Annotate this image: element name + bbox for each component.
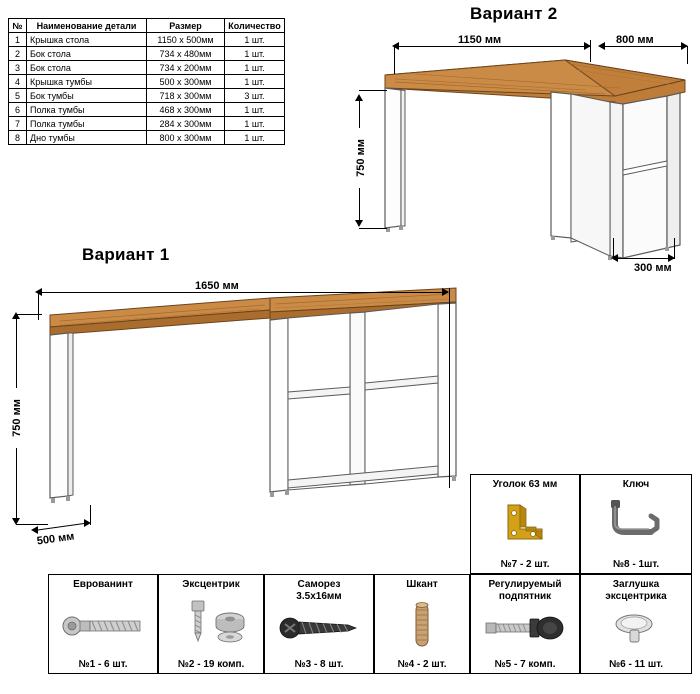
hardware-box-euro-screw: [48, 574, 158, 674]
v1-width-ext-left: [38, 292, 39, 320]
cell-part-name: Бок стола: [27, 61, 147, 75]
v2-height-arrow-up: [355, 94, 363, 101]
table-row: [9, 103, 285, 117]
header-size: Размер: [147, 19, 225, 33]
table-row: [9, 47, 285, 61]
hardware-title: Уголок 63 мм: [492, 479, 558, 490]
v1-width-label: 1650 мм: [192, 280, 242, 292]
v2-width-ext-left: [394, 46, 395, 74]
cell-quantity: 1 шт.: [225, 47, 285, 61]
cell-size: 468 х 300мм: [147, 103, 225, 117]
hardware-title: Еврованинт: [73, 579, 133, 590]
table-row: [9, 33, 285, 47]
v2-width-ext-right: [590, 40, 591, 62]
v2-height-arrow-down: [355, 220, 363, 227]
cell-part-name: Крышка тумбы: [27, 75, 147, 89]
v2-side-ext-right: [674, 238, 675, 258]
cell-number: 6: [9, 103, 27, 117]
hardware-qty: №7 - 2 шт.: [500, 559, 550, 570]
cell-part-name: Крышка стола: [27, 33, 147, 47]
cell-quantity: 1 шт.: [225, 117, 285, 131]
variant2-svg: [355, 30, 695, 275]
variant2-title: Вариант 2: [470, 4, 558, 23]
table-row: [9, 75, 285, 89]
v1-height-label: 750 мм: [11, 388, 23, 448]
hardware-qty: №6 - 11 шт.: [608, 659, 664, 670]
cell-quantity: 1 шт.: [225, 131, 285, 145]
hardware-title: Эксцентрик: [182, 579, 240, 590]
cell-part-name: Бок стола: [27, 47, 147, 61]
hardware-box-hex-key: [580, 474, 692, 574]
cell-size: 734 х 200мм: [147, 61, 225, 75]
table-header-row: [9, 19, 285, 33]
cell-quantity: 1 шт.: [225, 75, 285, 89]
hardware-box-adjustable-foot: [470, 574, 580, 674]
variant1-svg: [20, 280, 480, 530]
cell-number: 7: [9, 117, 27, 131]
hardware-title: Шкант: [406, 579, 438, 590]
variant1-drawing: [20, 280, 480, 530]
cell-quantity: 1 шт.: [225, 33, 285, 47]
hex-key-icon: [581, 497, 691, 547]
cell-number: 8: [9, 131, 27, 145]
v1-depth-ext-right: [90, 505, 91, 525]
header-quantity: Количество: [225, 19, 285, 33]
cell-number: 3: [9, 61, 27, 75]
v2-side-ext-left: [613, 238, 614, 258]
header-part-name: Наименование детали: [27, 19, 147, 33]
cell-quantity: 1 шт.: [225, 103, 285, 117]
cam-lock-icon: [159, 597, 263, 649]
v1-height-ext-bottom: [16, 524, 48, 525]
hardware-title-line2: эксцентрика: [605, 591, 667, 602]
variant1-title: Вариант 1: [82, 245, 170, 264]
cam-cover-cap-icon: [581, 611, 691, 645]
v2-depth-label: 800 мм: [613, 34, 657, 46]
adjustable-foot-icon: [471, 611, 579, 645]
table-row: [9, 61, 285, 75]
cell-size: 284 х 300мм: [147, 117, 225, 131]
v2-depth-arrow-left: [598, 42, 605, 50]
hardware-box-corner-bracket: [470, 474, 580, 574]
v1-width-arrow-right: [442, 288, 449, 296]
table-row: [9, 131, 285, 145]
hardware-qty: №2 - 19 комп.: [177, 659, 245, 670]
hardware-title-line1: Регулируемый: [488, 579, 562, 590]
cell-size: 1150 x 500мм: [147, 33, 225, 47]
cell-number: 4: [9, 75, 27, 89]
parts-table: [8, 18, 285, 145]
v2-side-label: 300 мм: [631, 262, 675, 274]
hardware-title-line1: Заглушка: [612, 579, 660, 590]
v2-depth-dim-line: [600, 46, 688, 47]
hardware-qty: №1 - 6 шт.: [78, 659, 128, 670]
cell-part-name: Полка тумбы: [27, 103, 147, 117]
hardware-box-cam-cover-cap: [580, 574, 692, 674]
cell-number: 1: [9, 33, 27, 47]
cell-size: 734 х 480мм: [147, 47, 225, 61]
hardware-box-dowel: [374, 574, 470, 674]
cell-part-name: Дно тумбы: [27, 131, 147, 145]
cell-quantity: 3 шт.: [225, 89, 285, 103]
v1-width-ext-right: [449, 288, 450, 488]
v2-width-dim-line: [394, 46, 591, 47]
hardware-box-cam-lock: [158, 574, 264, 674]
header-number: №: [9, 19, 27, 33]
table-row: [9, 117, 285, 131]
hardware-qty-dowel: №4 - 2 шт.: [397, 659, 447, 670]
v2-depth-ext-right: [687, 46, 688, 64]
cell-size: 800 х 300мм: [147, 131, 225, 145]
hardware-title-line2: подпятник: [498, 591, 552, 602]
v1-depth-arrow-left: [31, 526, 38, 534]
cell-number: 2: [9, 47, 27, 61]
v2-width-label: 1150 мм: [455, 34, 504, 46]
hardware-qty: №5 - 7 комп.: [494, 659, 556, 670]
hardware-box-self-tapping-screw: [264, 574, 374, 674]
cell-quantity: 1 шт.: [225, 61, 285, 75]
dowel-icon: [375, 603, 469, 647]
v2-height-ext-top: [359, 90, 387, 91]
cell-size: 718 х 300мм: [147, 89, 225, 103]
v1-height-ext-top: [16, 314, 42, 315]
self-tapping-screw-icon: [265, 611, 373, 645]
hardware-title: Ключ: [622, 479, 650, 490]
v2-height-label: 750 мм: [355, 128, 367, 188]
cell-part-name: Бок тумбы: [27, 89, 147, 103]
hardware-qty: №8 - 1шт.: [612, 559, 660, 570]
cell-size: 500 х 300мм: [147, 75, 225, 89]
corner-bracket-icon: [471, 499, 579, 545]
variant2-drawing: [355, 30, 695, 275]
v1-width-dim-line: [38, 292, 448, 293]
hardware-title-line2: 3.5х16мм: [296, 591, 342, 602]
v2-height-ext-bottom: [359, 228, 387, 229]
table-row: [9, 89, 285, 103]
v1-height-label-wrap: [0, 400, 35, 440]
cell-number: 5: [9, 89, 27, 103]
cell-part-name: Полка тумбы: [27, 117, 147, 131]
v2-height-label-wrap: [339, 140, 379, 180]
hardware-qty: №3 - 8 шт.: [294, 659, 344, 670]
euro-screw-icon: [49, 605, 157, 647]
v2-side-dim-line: [613, 258, 675, 259]
v1-depth-label: 500 мм: [33, 530, 78, 548]
hardware-title-line1: Саморез: [297, 579, 341, 590]
